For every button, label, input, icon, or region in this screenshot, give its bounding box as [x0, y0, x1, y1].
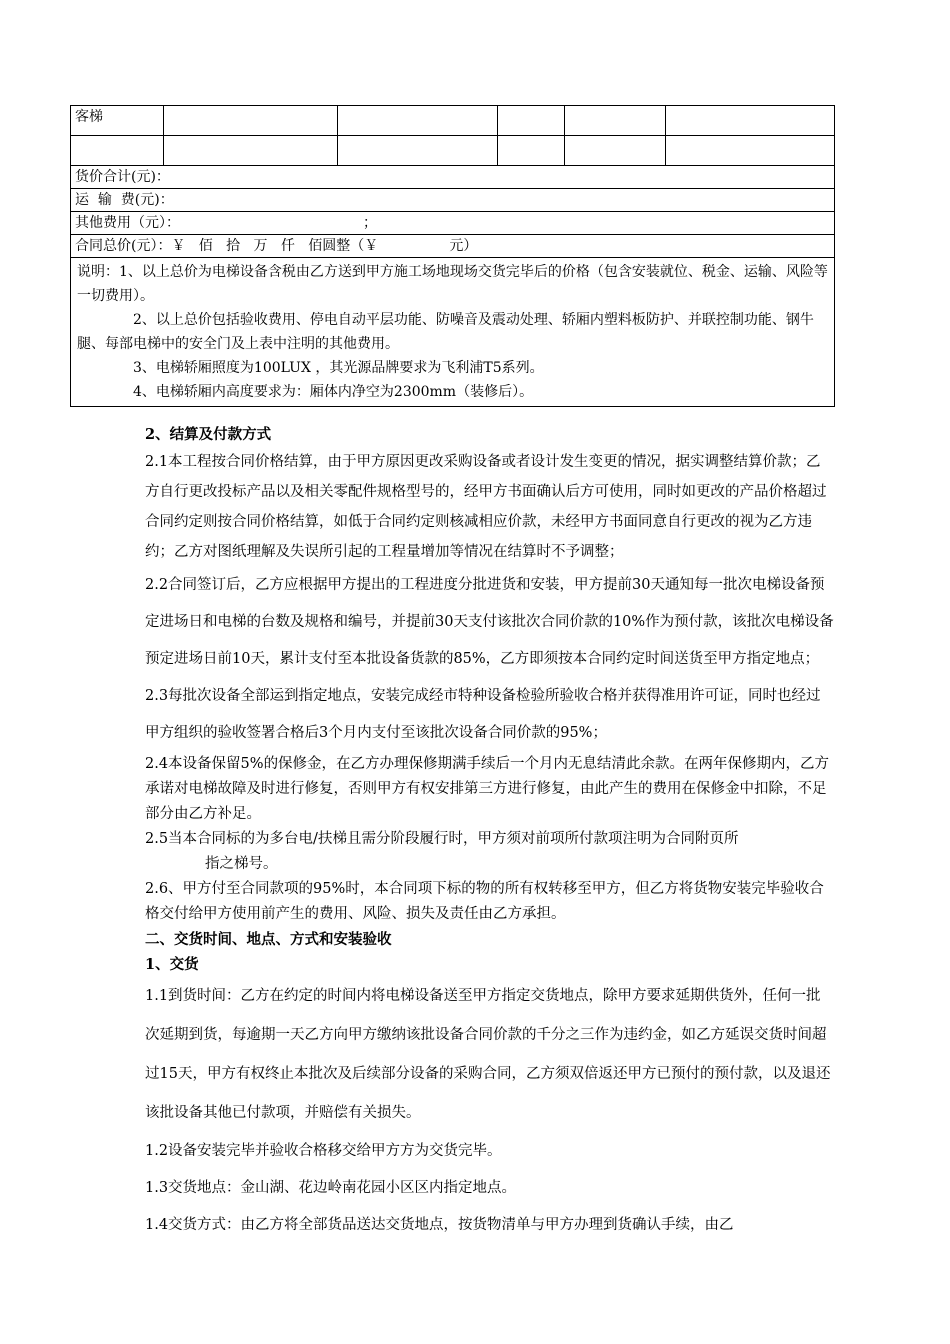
paragraph-2-2: 2.2合同签订后，乙方应根据甲方提出的工程进度分批进货和安装，甲方提前30天通知每一批次电梯设备预定进场日和电梯的台数及规格和编号，并提前30天支付该批次合同价款的10%作为预付款，该批次电梯设备预定进场日前10天，累计支付至本批设备货款的85%，乙方即须按本合同约定时间送货至甲方指定地点；	[145, 577, 834, 667]
table-cell	[71, 136, 164, 166]
document-body	[145, 422, 835, 1244]
goods-total-cell: 货价合计(元)：	[71, 166, 835, 189]
table-cell	[666, 136, 835, 166]
other-fees-cell	[71, 212, 835, 235]
table-cell	[338, 106, 498, 136]
paragraph-2-5: 2.5当本合同标的为多台电/扶梯且需分阶段履行时，甲方须对前项所付款项注明为合同附页所	[145, 831, 739, 847]
table-cell	[565, 136, 666, 166]
subsection-heading: 1、交货	[145, 956, 199, 973]
table-row	[71, 258, 835, 407]
transport-cell: 运 输 费(元)：	[71, 189, 835, 212]
table-cell	[565, 106, 666, 136]
table-row	[71, 166, 835, 189]
notes-cell	[71, 258, 835, 407]
table-cell	[164, 136, 338, 166]
table-row	[71, 235, 835, 258]
table-row	[71, 136, 835, 166]
paragraph-1-2: 1.2设备安装完毕并验收合格移交给甲方方为交货完毕。	[145, 1143, 502, 1159]
paragraph-1-1: 1.1到货时间：乙方在约定的时间内将电梯设备送至甲方指定交货地点，除甲方要求延期供货外，任何一批次延期到货，每逾期一天乙方向甲方缴纳该批设备合同价款的千分之三作为违约金，如乙方延误交货时间超过15天，甲方有权终止本批次及后续部分设备的采购合同，乙方须双倍返还甲方已预付的预付款，以及退还该批设备其他已付款项，并赔偿有关损失。	[145, 988, 831, 1121]
paragraph-2-5-cont: 指之梯号。	[205, 856, 278, 872]
paragraph-2-1: 2.1本工程按合同价格结算，由于甲方原因更改采购设备或者设计发生变更的情况，据实调整结算价款；乙方自行更改投标产品以及相关零配件规格型号的，经甲方书面确认后方可使用，同时如更改的产品价格超过合同约定则按合同价格结算，如低于合同约定则核减相应价款，未经甲方书面同意自行更改的视为乙方违约；乙方对图纸理解及失误所引起的工程量增加等情况在结算时不予调整；	[145, 454, 827, 560]
paragraph-2-6: 2.6、甲方付至合同款项的95%时，本合同项下标的物的所有权转移至甲方，但乙方将货物安装完毕验收合格交付给甲方使用前产生的费用、风险、损失及责任由乙方承担。	[145, 881, 824, 922]
note-4: 4、电梯轿厢内高度要求为：厢体内净空为2300mm（装修后）。	[133, 384, 534, 400]
table-cell	[164, 106, 338, 136]
elevator-type-cell: 客梯	[71, 106, 164, 136]
table-row	[71, 212, 835, 235]
section-heading: 2、结算及付款方式	[145, 426, 272, 443]
note-1: 说明：1、以上总价为电梯设备含税由乙方送到甲方施工场地现场交货完毕后的价格（包含安装就位、税金、运输、风险等一切费用）。	[77, 264, 828, 304]
paragraph-1-4: 1.4交货方式：由乙方将全部货品送达交货地点，按货物清单与甲方办理到货确认手续，由乙	[145, 1217, 734, 1233]
table-cell	[498, 106, 565, 136]
note-3: 3、电梯轿厢照度为100LUX ，其光源品牌要求为飞利浦T5系列。	[133, 360, 544, 376]
table-row	[71, 106, 835, 136]
paragraph-2-3: 2.3每批次设备全部运到指定地点，安装完成经市特种设备检验所验收合格并获得准用许可证，同时也经过甲方组织的验收签署合格后3个月内支付至该批次设备合同价款的95%；	[145, 688, 821, 741]
table-row	[71, 189, 835, 212]
chapter-heading: 二、交货时间、地点、方式和安装验收	[145, 931, 392, 948]
semicolon: ；	[363, 215, 377, 231]
note-2: 2、以上总价包括验收费用、停电自动平层功能、防噪音及震动处理、轿厢内塑料板防护、并联控制功能、钢牛腿、每部电梯中的安全门及上表中注明的其他费用。	[77, 312, 814, 352]
paragraph-2-4: 2.4本设备保留5%的保修金，在乙方办理保修期满手续后一个月内无息结清此余款。在两年保修期内，乙方承诺对电梯故障及时进行修复，否则甲方有权安排第三方进行修复，由此产生的费用在保修金中扣除，不足部分由乙方补足。	[145, 756, 830, 822]
other-fees-label: 其他费用（元）：	[75, 215, 173, 231]
paragraph-1-3: 1.3交货地点：金山湖、花边岭南花园小区区内指定地点。	[145, 1180, 517, 1196]
table-cell	[338, 136, 498, 166]
table-cell	[666, 106, 835, 136]
price-table	[70, 105, 835, 407]
contract-total-cell: 合同总价(元）：￥ 佰 拾 万 仟 佰圆整（￥ 元）	[71, 235, 835, 258]
table-cell	[498, 136, 565, 166]
